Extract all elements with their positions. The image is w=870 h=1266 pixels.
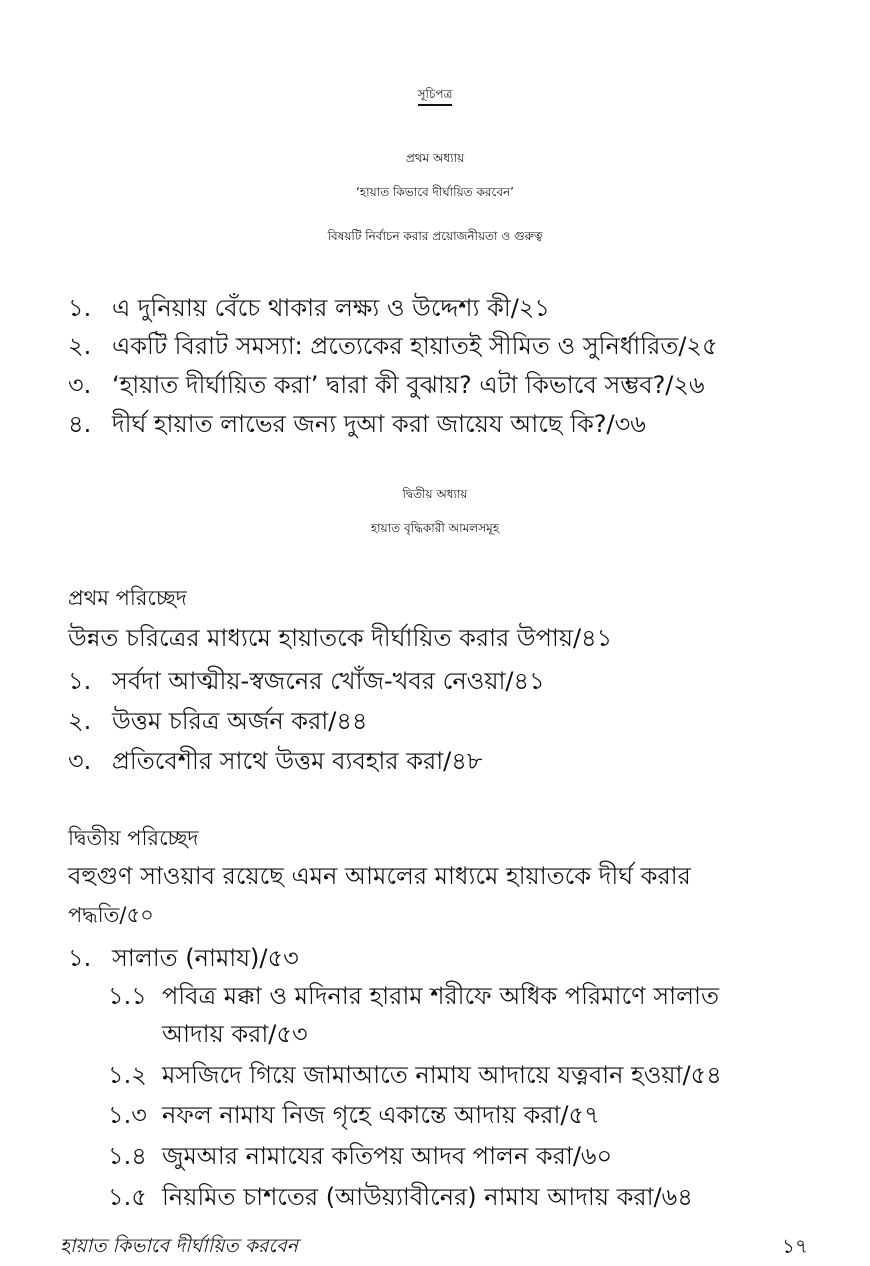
chapter1-label: প্রথম অধ্যায় <box>405 151 465 165</box>
footer-book-title: হায়াত কিভাবে দীর্ঘায়িত করবেন <box>60 1235 299 1257</box>
chapter1-item-number: ৩. <box>68 371 92 399</box>
section2-intro-line1: বহুগুণ সাওয়াব রয়েছে এমন আমলের মাধ্যমে হায়াতকে দীর্ঘ করার <box>68 862 691 890</box>
chapter1-item: একটি বিরাট সমস্যা: প্রত্যেকের হায়াতই সীমিত ও সুনির্ধারিত/২৫ <box>112 332 718 360</box>
section1-label: প্রথম পরিচ্ছেদ <box>68 586 187 610</box>
chapter1-item-number: ২. <box>68 332 92 360</box>
chapter1-item: এ দুনিয়ায় বেঁচে থাকার লক্ষ্য ও উদ্দেশ্য কী/২১ <box>112 294 550 322</box>
chapter2-label: দ্বিতীয় অধ্যায় <box>402 487 468 501</box>
section1-item: সর্বদা আত্মীয়-স্বজনের খোঁজ-খবর নেওয়া/৪১ <box>112 667 545 695</box>
section2-item-number: ১. <box>68 944 92 972</box>
subitem: নিয়মিত চাশতের (আউয়্যাবীনের) নামায আদায় করা/৬৪ <box>162 1183 693 1211</box>
chapter1-item: ‘হায়াত দীর্ঘায়িত করা’ দ্বারা কী বুঝায়? এটা কিভাবে সম্ভব?/২৬ <box>112 371 705 399</box>
chapter1-title-line2: বিষয়টি নির্বাচন করার প্রয়োজনীয়তা ও গুরুত্ব <box>327 229 543 243</box>
subitem: মসজিদে গিয়ে জামাআতে নামায আদায়ে যত্নবান হওয়া/৫৪ <box>162 1061 722 1089</box>
toc-heading <box>0 86 870 106</box>
section1-item-number: ৩. <box>68 747 92 775</box>
subitem: জুমআর নামাযের কতিপয় আদব পালন করা/৬০ <box>162 1142 613 1170</box>
section2-item: সালাত (নামায)/৫৩ <box>112 944 299 972</box>
section1-item-number: ১. <box>68 667 92 695</box>
section1-intro: উন্নত চরিত্রের মাধ্যমে হায়াতকে দীর্ঘায়িত করার উপায়/৪১ <box>68 624 613 652</box>
toc-heading-text: সূচিপত্র <box>418 87 453 106</box>
subitem-number: ১.১ <box>108 982 147 1010</box>
subitem-number: ১.৩ <box>108 1101 147 1129</box>
chapter1-item-number: ৪. <box>68 410 92 438</box>
section1-item: উত্তম চরিত্র অর্জন করা/৪৪ <box>112 707 368 735</box>
subitem-number: ১.৪ <box>108 1142 147 1170</box>
chapter2-title: হায়াত বৃদ্ধিকারী আমলসমূহ <box>370 521 500 535</box>
subitem-number: ১.২ <box>108 1061 147 1089</box>
subitem-continuation: আদায় করা/৫৩ <box>162 1020 308 1048</box>
section2-intro-line2: পদ্ধতি/৫০ <box>68 903 154 927</box>
subitem: পবিত্র মক্কা ও মদিনার হারাম শরীফে অধিক পরিমাণে সালাত <box>162 982 719 1010</box>
subitem-number: ১.৫ <box>108 1183 147 1211</box>
section1-item: প্রতিবেশীর সাথে উত্তম ব্যবহার করা/৪৮ <box>112 747 483 775</box>
section2-label: দ্বিতীয় পরিচ্ছেদ <box>68 826 199 850</box>
chapter1-title-line1: ‘হায়াত কিভাবে দীর্ঘায়িত করবেন’ <box>356 185 514 199</box>
chapter1-item: দীর্ঘ হায়াত লাভের জন্য দুআ করা জায়েয আছে কি?/৩৬ <box>112 410 646 438</box>
section1-item-number: ২. <box>68 707 92 735</box>
chapter1-item-number: ১. <box>68 294 92 322</box>
page-number: ১৭ <box>782 1234 808 1258</box>
subitem: নফল নামায নিজ গৃহে একান্তে আদায় করা/৫৭ <box>162 1101 600 1129</box>
